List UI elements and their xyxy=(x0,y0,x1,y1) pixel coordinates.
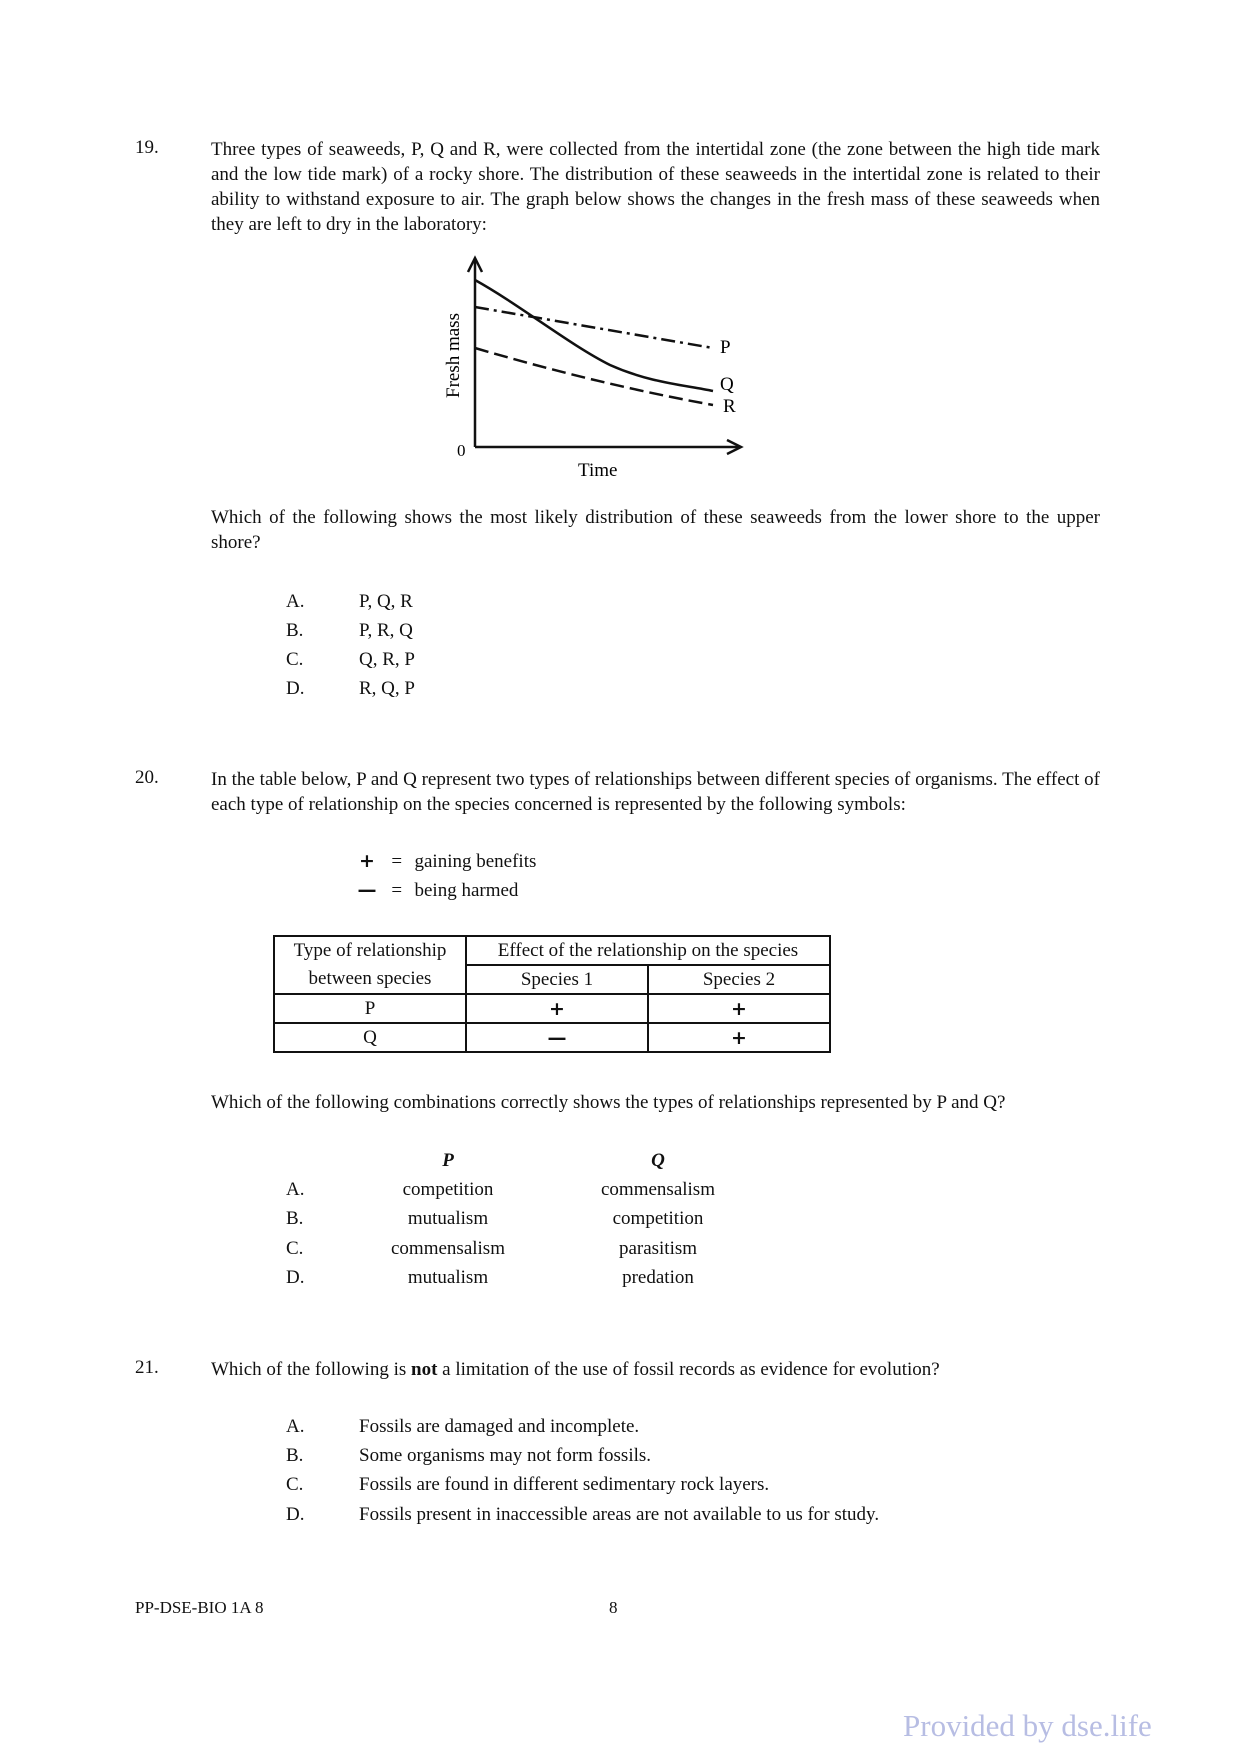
q21-number: 21. xyxy=(135,1357,159,1378)
table-header-type xyxy=(274,936,466,994)
q20-option-b-q: competition xyxy=(612,1208,704,1229)
q19-option-c-letter: C. xyxy=(286,649,304,670)
table-cell-type: P xyxy=(274,994,466,1023)
q20-option-c-p: commensalism xyxy=(391,1238,505,1259)
relationship-table xyxy=(273,935,831,1053)
table-cell-species1: — xyxy=(466,1023,648,1052)
q20-option-a-letter: A. xyxy=(286,1179,305,1200)
curve-label-p: P xyxy=(720,337,731,358)
q21-option-a-letter: A. xyxy=(286,1416,305,1437)
curve-label-q: Q xyxy=(720,374,734,395)
curve-q xyxy=(475,280,713,391)
table-cell-species1: + xyxy=(466,994,648,1023)
q20-question: Which of the following combinations correctly shows the types of relationships represented by P and Q? xyxy=(211,1092,1006,1113)
q20-option-d-letter: D. xyxy=(286,1267,305,1288)
table-header-effect: Effect of the relationship on the species xyxy=(466,936,830,965)
table-header-type-line2: between species xyxy=(308,968,432,989)
q20-number: 20. xyxy=(135,767,159,788)
footer-page-number: 8 xyxy=(609,1598,618,1617)
table-header-species2: Species 2 xyxy=(648,965,830,994)
q19-question: Which of the following shows the most likely distribution of these seaweeds from the lower shore to the upper shore? xyxy=(211,507,1100,553)
q21-option-c: Fossils are found in different sedimentary rock layers. xyxy=(359,1474,770,1495)
q20-text: In the table below, P and Q represent two types of relationships between different species of organisms. The effect of each type of relationship on the species concerned is represented by the following symbols: xyxy=(211,769,1100,815)
legend-minus-symbol: — xyxy=(357,879,377,901)
curve-p xyxy=(475,307,713,348)
q20-option-c-q: parasitism xyxy=(618,1238,698,1259)
q20-col-q-header: Q xyxy=(651,1150,665,1171)
y-axis-label: Fresh mass xyxy=(443,313,464,398)
q19-number: 19. xyxy=(135,137,159,158)
table-row xyxy=(274,994,830,1023)
q21-text xyxy=(211,1357,1100,1382)
q21-text-emphasis: not xyxy=(411,1359,438,1380)
curve-label-r: R xyxy=(723,396,736,417)
table-cell-species2: + xyxy=(648,1023,830,1052)
legend-equals: = xyxy=(391,851,403,872)
q21-option-b-letter: B. xyxy=(286,1445,304,1466)
q20-option-c-letter: C. xyxy=(286,1238,304,1259)
q21-text-after: a limitation of the use of fossil records as evidence for evolution? xyxy=(437,1359,940,1380)
q19-option-d: R, Q, P xyxy=(359,678,415,699)
footer-paper-code: PP-DSE-BIO 1A 8 xyxy=(135,1598,264,1617)
q19-text: Three types of seaweeds, P, Q and R, were collected from the intertidal zone (the zone between the high tide mark and the low tide mark) of a rocky shore. The distribution of these seaweeds in the intertidal zone is related to their ability to withstand exposure to air. The graph below shows the changes in the fresh mass of these seaweeds when they are left to dry in the laboratory: xyxy=(211,139,1100,235)
legend-plus-symbol: + xyxy=(359,850,375,872)
q21-text-before: Which of the following is xyxy=(211,1359,411,1380)
q19-option-b-letter: B. xyxy=(286,620,304,641)
table-row xyxy=(274,1023,830,1052)
table-cell-species2: + xyxy=(648,994,830,1023)
q21-option-c-letter: C. xyxy=(286,1474,304,1495)
q19-option-b: P, R, Q xyxy=(359,620,413,641)
q20-option-a-p: competition xyxy=(402,1179,494,1200)
legend-equals: = xyxy=(391,880,403,901)
q19-option-a: P, Q, R xyxy=(359,591,413,612)
q20-col-p-header: P xyxy=(442,1150,454,1171)
table-header-type-line1: Type of relationship xyxy=(293,940,447,961)
legend-plus-meaning: gaining benefits xyxy=(414,851,537,872)
q20-option-a-q: commensalism xyxy=(601,1179,715,1200)
origin-label: 0 xyxy=(457,441,466,460)
q19-option-c: Q, R, P xyxy=(359,649,415,670)
q21-option-b: Some organisms may not form fossils. xyxy=(359,1445,652,1466)
q20-option-d-q: predation xyxy=(622,1267,694,1288)
table-cell-type: Q xyxy=(274,1023,466,1052)
q20-option-d-p: mutualism xyxy=(407,1267,489,1288)
table-header-species1: Species 1 xyxy=(466,965,648,994)
q21-option-a: Fossils are damaged and incomplete. xyxy=(359,1416,640,1437)
q21-option-d: Fossils present in inaccessible areas are not available to us for study. xyxy=(359,1504,880,1525)
legend-minus-meaning: being harmed xyxy=(414,880,519,901)
watermark: Provided by dse.life xyxy=(903,1708,1152,1743)
q21-option-d-letter: D. xyxy=(286,1504,305,1525)
q19-graph xyxy=(430,250,760,490)
q19-option-a-letter: A. xyxy=(286,591,305,612)
q19-option-d-letter: D. xyxy=(286,678,305,699)
x-axis-label: Time xyxy=(578,460,618,481)
q20-option-b-p: mutualism xyxy=(407,1208,489,1229)
q20-option-b-letter: B. xyxy=(286,1208,304,1229)
